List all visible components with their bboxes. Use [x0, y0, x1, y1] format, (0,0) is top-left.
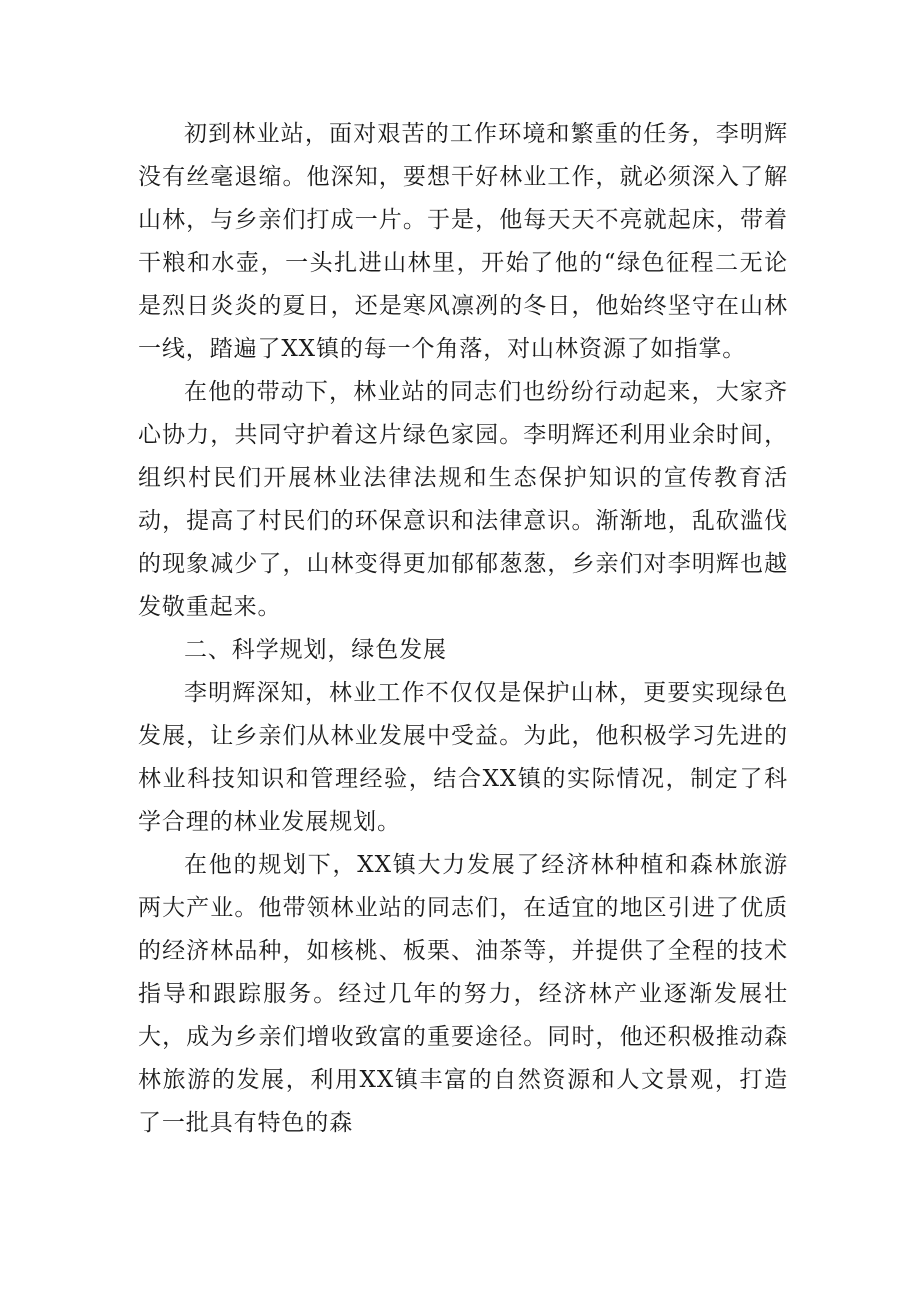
document-body: [138, 113, 788, 1145]
paragraph-3: 李明辉深知，林业工作不仅仅是保护山林，更要实现绿色发展，让乡亲们从林业发展中受益。为此，他积极学习先进的林业科技知识和管理经验，结合XX镇的实际情况，制定了科学合理的林业发展规划。: [138, 680, 788, 835]
paragraph-2: 在他的带动下，林业站的同志们也纷纷行动起来，大家齐心协力，共同守护着这片绿色家园。李明辉还利用业余时间，组织村民们开展林业法律法规和生态保护知识的宣传教育活动，提高了村民们的环保意识和法律意识。渐渐地，乱砍滥伐的现象减少了，山林变得更加郁郁葱葱，乡亲们对李明辉也越发敬重起来。: [138, 379, 788, 620]
paragraph-4: 在他的规划下，XX镇大力发展了经济林种植和森林旅游两大产业。他带领林业站的同志们，在适宜的地区引进了优质的经济林品种，如核桃、板栗、油茶等，并提供了全程的技术指导和跟踪服务。经过几年的努力，经济林产业逐渐发展壮大，成为乡亲们增收致富的重要途径。同时，他还积极推动森林旅游的发展，利用XX镇丰富的自然资源和人文景观，打造了一批具有特色的森: [138, 852, 788, 1136]
paragraph-1: 初到林业站，面对艰苦的工作环境和繁重的任务，李明辉没有丝毫退缩。他深知，要想干好林业工作，就必须深入了解山林，与乡亲们打成一片。于是，他每天天不亮就起床，带着干粮和水壶，一头扎进山林里，开始了他的“绿色征程二无论是烈日炎炎的夏日，还是寒风凛冽的冬日，他始终坚守在山林一线，踏遍了XX镇的每一个角落，对山林资源了如指掌。: [138, 121, 788, 362]
section-heading: 二、科学规划，绿色发展: [184, 637, 447, 663]
